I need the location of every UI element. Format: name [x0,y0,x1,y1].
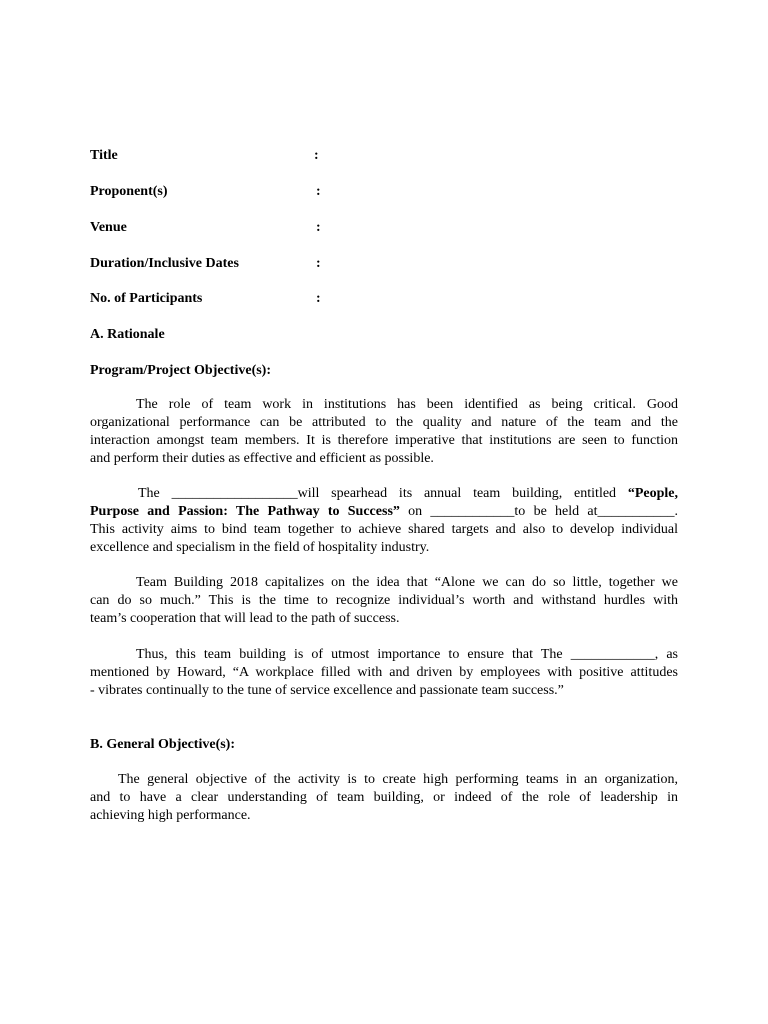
objectives-heading: Program/Project Objective(s): [90,363,272,378]
paragraph-4-line-1: Thus, this team building is of utmost importance to ensure that The ____________, as [136,647,678,662]
paragraph-4-line-3: - vibrates continually to the tune of service excellence and passionate team success.” [90,683,564,698]
field-title-colon: : [314,148,319,163]
field-participants [90,289,390,309]
paragraph-2-line-2 [90,503,678,521]
paragraph-2-line-3: This activity aims to bind team together to achieve shared targets and also to develop individual [90,522,678,537]
field-title [90,146,390,166]
paragraph-2-line-1-b: will spearhead its annual team building, entitled [297,486,628,501]
paragraph-1 [90,396,678,468]
paragraph-2 [90,485,678,557]
paragraph-2-line-2-b: to be held at [514,504,598,519]
field-participants-label: No. of Participants [90,291,203,306]
organizer-blank: __________________ [171,486,298,501]
paragraph-5 [90,771,678,825]
field-venue-colon: : [316,220,321,235]
paragraph-5-line-3: achieving high performance. [90,808,251,823]
field-title-label: Title [90,148,118,163]
field-venue-label: Venue [90,220,127,235]
paragraph-2-line-2-a: on [399,504,431,519]
field-proponents [90,182,390,202]
paragraph-1-line-2: organizational performance can be attributed to the quality and nature of the team and the [90,415,678,430]
event-title-start: “People, [627,486,679,501]
paragraph-1-line-1: The role of team work in institutions has been identified as being critical. Good [136,397,678,412]
paragraph-4-line-2: mentioned by Howard, “A workplace filled with and driven by employees with positive attitudes [90,665,678,680]
field-duration [90,254,390,274]
paragraph-2-line-4: excellence and specialism in the field of hospitality industry. [90,540,430,555]
paragraph-3-line-1 [90,574,678,592]
rationale-heading: A. Rationale [90,327,165,342]
field-proponents-label: Proponent(s) [90,184,168,199]
paragraph-3-line-1-text: Team Building 2018 capitalizes on the idea that “Alone we can do so little, together we [136,575,678,590]
venue-blank: ___________. [597,504,679,519]
paragraph-5-line-1: The general objective of the activity is to create high performing teams in an organization, [118,772,678,787]
paragraph-3 [90,574,678,628]
field-duration-label: Duration/Inclusive Dates [90,256,239,271]
paragraph-1-line-4: and perform their duties as effective and efficient as possible. [90,451,434,466]
field-duration-colon: : [316,256,321,271]
paragraph-4 [90,646,678,700]
field-participants-colon: : [316,291,321,306]
date-blank: ____________ [430,504,515,519]
general-objective-heading: B. General Objective(s): [90,737,236,752]
field-proponents-colon: : [316,184,321,199]
paragraph-3-line-3: team’s cooperation that will lead to the path of success. [90,611,400,626]
paragraph-3-line-2: can do so much.” This is the time to recognize individual’s worth and withstand hurdles with [90,593,678,608]
paragraph-2-line-1-a: The [138,486,172,501]
field-venue [90,218,390,238]
paragraph-2-line-1 [90,485,678,503]
event-title-end: Purpose and Passion: The Pathway to Success” [90,504,400,519]
paragraph-1-line-3: interaction amongst team members. It is therefore imperative that institutions are seen to function [90,433,678,448]
paragraph-5-line-2: and to have a clear understanding of team building, or indeed of the role of leadership in [90,790,678,805]
